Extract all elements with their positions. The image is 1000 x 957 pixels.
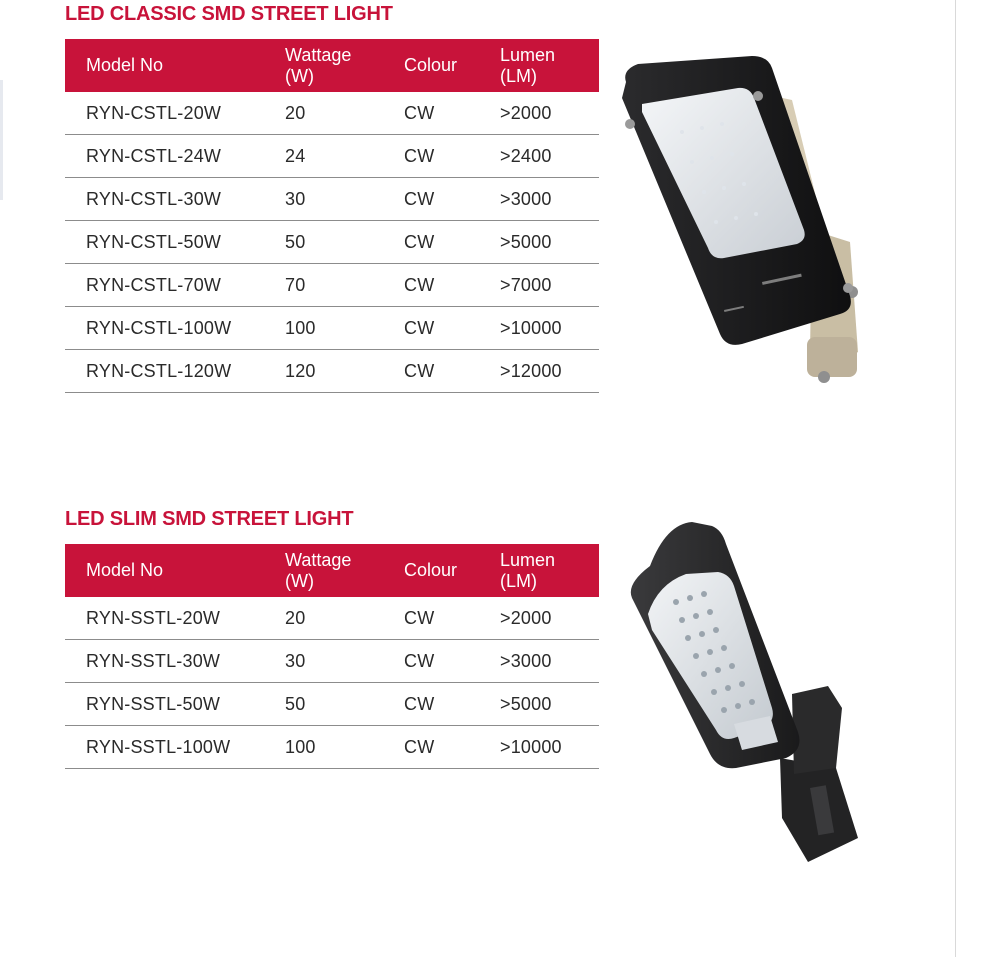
cell-model: RYN-CSTL-20W: [65, 92, 285, 135]
cell-wattage: 50: [285, 221, 404, 264]
cell-colour: CW: [404, 92, 500, 135]
cell-wattage: 20: [285, 597, 404, 640]
cell-model: RYN-SSTL-30W: [65, 640, 285, 683]
table-row: [65, 350, 599, 393]
cell-lumen: >12000: [500, 350, 599, 393]
table-row: [65, 640, 599, 683]
cell-wattage: 30: [285, 178, 404, 221]
classic-street-light-image: [612, 52, 874, 392]
cell-model: RYN-CSTL-100W: [65, 307, 285, 350]
cell-colour: CW: [404, 597, 500, 640]
spec-table-classic: [65, 39, 599, 393]
header-colour: Colour: [404, 544, 500, 597]
cell-colour: CW: [404, 178, 500, 221]
cell-wattage: 30: [285, 640, 404, 683]
cell-model: RYN-CSTL-70W: [65, 264, 285, 307]
cell-lumen: >3000: [500, 640, 599, 683]
cell-wattage: 24: [285, 135, 404, 178]
section-title-slim: LED SLIM SMD STREET LIGHT: [65, 508, 354, 530]
spec-table-slim: [65, 544, 599, 769]
cell-wattage: 70: [285, 264, 404, 307]
header-model: Model No: [65, 39, 285, 92]
cell-wattage: 100: [285, 726, 404, 769]
cell-model: RYN-CSTL-50W: [65, 221, 285, 264]
cell-colour: CW: [404, 726, 500, 769]
table-row: [65, 264, 599, 307]
cell-colour: CW: [404, 221, 500, 264]
table-header-row: [65, 39, 599, 92]
cell-colour: CW: [404, 264, 500, 307]
cell-wattage: 120: [285, 350, 404, 393]
table-row: [65, 726, 599, 769]
cell-lumen: >2000: [500, 597, 599, 640]
cell-model: RYN-SSTL-50W: [65, 683, 285, 726]
table-row: [65, 307, 599, 350]
table-row: [65, 597, 599, 640]
header-colour: Colour: [404, 39, 500, 92]
cell-lumen: >2400: [500, 135, 599, 178]
header-wattage: Wattage (W): [285, 544, 404, 597]
cell-wattage: 100: [285, 307, 404, 350]
table-row: [65, 92, 599, 135]
page-divider: [955, 0, 956, 957]
cell-model: RYN-CSTL-24W: [65, 135, 285, 178]
header-model: Model No: [65, 544, 285, 597]
table-row: [65, 178, 599, 221]
cell-model: RYN-CSTL-30W: [65, 178, 285, 221]
section-title-classic: LED CLASSIC SMD STREET LIGHT: [65, 3, 393, 25]
cell-colour: CW: [404, 135, 500, 178]
cell-wattage: 50: [285, 683, 404, 726]
table-row: [65, 221, 599, 264]
cell-lumen: >5000: [500, 683, 599, 726]
cell-lumen: >5000: [500, 221, 599, 264]
table-row: [65, 135, 599, 178]
header-wattage: Wattage (W): [285, 39, 404, 92]
cell-lumen: >3000: [500, 178, 599, 221]
cell-lumen: >7000: [500, 264, 599, 307]
cell-lumen: >10000: [500, 307, 599, 350]
cell-model: RYN-SSTL-100W: [65, 726, 285, 769]
cell-colour: CW: [404, 683, 500, 726]
header-lumen: Lumen (LM): [500, 39, 599, 92]
slim-street-light-image: [622, 518, 878, 870]
cell-model: RYN-SSTL-20W: [65, 597, 285, 640]
header-lumen: Lumen (LM): [500, 544, 599, 597]
cell-colour: CW: [404, 307, 500, 350]
table-header-row: [65, 544, 599, 597]
cell-wattage: 20: [285, 92, 404, 135]
cell-colour: CW: [404, 640, 500, 683]
cell-model: RYN-CSTL-120W: [65, 350, 285, 393]
cell-lumen: >2000: [500, 92, 599, 135]
cell-lumen: >10000: [500, 726, 599, 769]
table-row: [65, 683, 599, 726]
left-edge-strip: [0, 80, 3, 200]
cell-colour: CW: [404, 350, 500, 393]
